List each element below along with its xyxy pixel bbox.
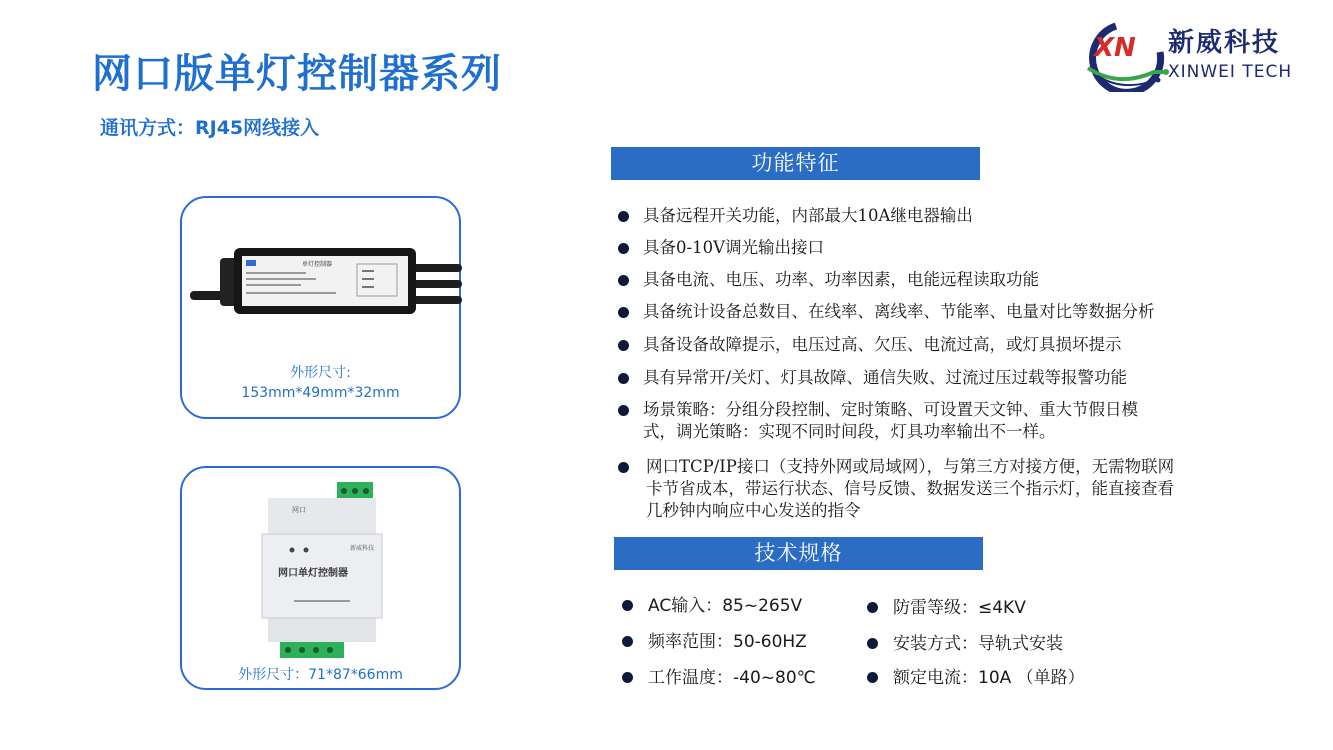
product-1-dimensions [182, 363, 459, 403]
bullet-icon [622, 600, 633, 611]
spec-text: 防雷等级：≤4KV [893, 598, 1026, 618]
bullet-icon [618, 340, 629, 351]
feature-text-line: 场景策略：分组分段控制、定时策略、可设置天文钟、重大节假日模 [643, 400, 1138, 419]
feature-text: 具备远程开关功能，内部最大10A继电器输出 [643, 206, 973, 225]
bullet-icon [618, 275, 629, 286]
product-1-dim-value: 153mm*49mm*32mm [241, 385, 400, 401]
bullet-icon [618, 307, 629, 318]
bullet-icon [867, 672, 878, 683]
bullet-icon [618, 243, 629, 254]
single-lamp-controller-image [182, 198, 463, 358]
feature-text-line: 网口TCP/IP接口（支持外网或局域网），与第三方对接方便，无需物联网 [646, 457, 1175, 476]
feature-text: 具有异常开/关灯、灯具故障、通信失败、过流过压过载等报警功能 [643, 368, 1128, 387]
spec-text: 额定电流：10A （单路） [893, 668, 1085, 688]
product-card-2 [180, 466, 461, 690]
svg-text:XN: XN [1094, 33, 1136, 63]
bullet-icon [618, 462, 629, 473]
bullet-icon [622, 636, 633, 647]
features-heading: 功能特征 [611, 147, 980, 180]
page-title: 网口版单灯控制器系列 [92, 51, 502, 97]
feature-text [643, 399, 1283, 443]
spec-text: AC输入：85~265V [648, 596, 803, 616]
page-subtitle: 通讯方式：RJ45网线接入 [100, 117, 320, 139]
feature-text-line: 卡节省成本，带运行状态、信号反馈、数据发送三个指示灯，能直接查看 [646, 479, 1174, 498]
bullet-icon [618, 373, 629, 384]
bullet-icon [622, 672, 633, 683]
spec-text: 频率范围：50-60HZ [648, 632, 807, 652]
logo-name-cn: 新威科技 [1168, 28, 1281, 58]
feature-text: 具备0-10V调光输出接口 [643, 238, 824, 257]
product-1-dim-label: 外形尺寸: [290, 365, 351, 381]
spec-text: 安装方式：导轨式安装 [893, 634, 1063, 654]
spec-text: 工作温度：-40~80℃ [648, 668, 816, 688]
product-2-dimensions: 外形尺寸：71*87*66mm [238, 667, 403, 683]
feature-text: 具备设备故障提示，电压过高、欠压、电流过高，或灯具损坏提示 [643, 335, 1122, 354]
device-brand-label: 新威科技 [350, 545, 375, 552]
feature-text-line: 式，调光策略：实现不同时间段，灯具功率输出不一样。 [643, 422, 1056, 441]
bullet-icon [867, 602, 878, 613]
feature-text-line: 几秒钟内响应中心发送的指令 [646, 501, 861, 520]
feature-text [646, 456, 1286, 522]
feature-text: 具备统计设备总数目、在线率、离线率、节能率、电量对比等数据分析 [643, 302, 1155, 321]
bullet-icon [618, 405, 629, 416]
specs-heading: 技术规格 [614, 537, 983, 570]
device-label-2: 网口单灯控制器 [278, 568, 348, 579]
network-lamp-controller-image [182, 468, 463, 668]
device-label-1: 单灯控制器 [302, 261, 333, 268]
bullet-icon [867, 638, 878, 649]
bullet-icon [618, 211, 629, 222]
feature-text: 具备电流、电压、功率、功率因素，电能远程读取功能 [643, 270, 1039, 289]
logo-name-en: XINWEI TECH [1168, 62, 1293, 82]
product-card-1 [180, 196, 461, 419]
device-port-label: 网口 [292, 506, 306, 514]
